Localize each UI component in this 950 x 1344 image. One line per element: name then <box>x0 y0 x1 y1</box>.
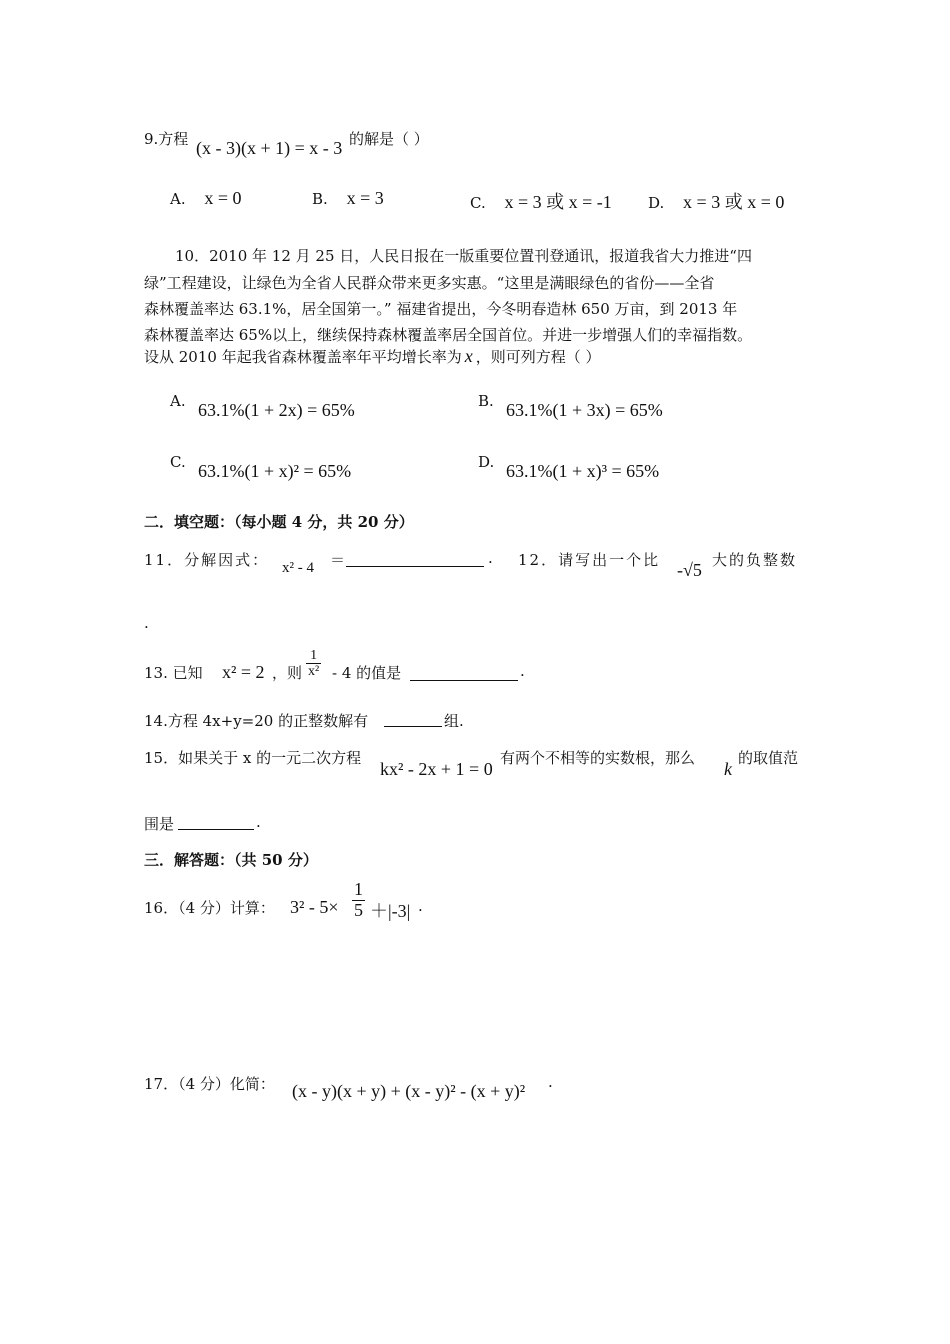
q10-option-b-text: 63.1%(1 + 3x) = 65% <box>506 400 663 420</box>
q10-line5-start: 设从 2010 年起我省森林覆盖率年平均增长率为 <box>144 348 462 366</box>
q10-option-c-label: C. <box>170 453 186 471</box>
q15-variable: k <box>724 759 732 779</box>
q13-mid: ，则 <box>272 664 303 682</box>
q13-condition: x² = 2 <box>222 662 265 682</box>
q11-prefix: 11．分解因式： <box>144 551 270 569</box>
section2-title: 二．填空题：（每小题 4 分，共 20 分） <box>144 513 414 531</box>
q9-option-d-text: x = 3 或 x = 0 <box>683 192 785 212</box>
q9-option-b-text: x = 3 <box>346 188 384 208</box>
q9-option-a-label: A. <box>170 190 186 208</box>
q9-option-a-text: x = 0 <box>204 188 242 208</box>
q15-line2: 围是 <box>144 815 175 833</box>
q9-option-c-text: x = 3 或 x = -1 <box>504 192 612 212</box>
q9-option-a <box>170 188 242 209</box>
q13-prefix: 13. 已知 <box>144 664 203 682</box>
q13-frac-denominator: x² <box>308 664 320 680</box>
q9-equation: (x - 3)(x + 1) = x - 3 <box>196 138 343 158</box>
q9-option-b <box>312 188 384 209</box>
q13-end: . <box>520 662 525 680</box>
q9-option-c-label: C. <box>470 194 486 212</box>
q15-end: . <box>256 813 261 831</box>
q12-expr: -√5 <box>677 560 702 580</box>
q13-answer-blank[interactable] <box>410 680 518 681</box>
q10-option-a-text: 63.1%(1 + 2x) = 65% <box>198 400 355 420</box>
q10-line3: 森林覆盖率达 63.1%，居全国第一。” 福建省提出，今冬明春造林 650 万亩，到 2013 年 <box>144 300 738 318</box>
q9-prefix: 9.方程 <box>144 130 189 148</box>
q13-fraction <box>306 648 321 680</box>
q12-end: . <box>144 614 149 632</box>
q10-option-d-text: 63.1%(1 + x)³ = 65% <box>506 461 660 481</box>
q15-prefix: 15．如果关于 x 的一元二次方程 <box>144 749 362 767</box>
q11-answer-blank[interactable] <box>346 566 484 567</box>
q11-equals: ＝ <box>330 551 346 569</box>
q9-option-d-label: D. <box>648 194 665 212</box>
q16-expr-b: ＋|-3| <box>370 901 411 921</box>
q11-expr: x² - 4 <box>282 560 314 576</box>
q12-suffix: 大的负整数 <box>712 551 798 569</box>
q17-end: . <box>548 1073 553 1091</box>
q9-suffix: 的解是（ ） <box>349 130 429 148</box>
q16-fraction <box>352 880 365 921</box>
q9-option-d <box>648 188 784 214</box>
section3-title: 三．解答题：（共 50 分） <box>144 851 318 869</box>
q16-frac-numerator: 1 <box>354 879 363 899</box>
q10-option-d-label: D. <box>478 453 495 471</box>
q10-variable: x <box>464 346 473 366</box>
q16-frac-denominator: 5 <box>354 899 363 920</box>
q9-option-c <box>470 188 612 214</box>
q14-answer-blank[interactable] <box>384 726 442 727</box>
q10-line5 <box>144 346 601 367</box>
q13-frac-numerator: 1 <box>306 648 321 664</box>
q10-option-b-label: B. <box>478 392 494 410</box>
q13-after: - 4 的值是 <box>332 664 402 682</box>
q17-expr: (x - y)(x + y) + (x - y)² - (x + y)² <box>292 1081 526 1101</box>
q10-option-a-label: A. <box>170 392 186 410</box>
q17-prefix: 17．（4 分）化简： <box>144 1075 275 1093</box>
q10-option-c-text: 63.1%(1 + x)² = 65% <box>198 461 352 481</box>
q16-end: . <box>418 897 423 915</box>
q14-end: 组. <box>444 712 464 730</box>
q10-line5-end: ，则可列方程（ ） <box>475 348 601 366</box>
q9-stem <box>144 128 188 149</box>
q10-line1: 10．2010 年 12 月 25 日，人民日报在一版重要位置刊登通讯，报道我省大力推进“四 <box>175 247 752 265</box>
q15-mid: 有两个不相等的实数根，那么 <box>500 749 696 767</box>
q15-line1-end: 的取值范 <box>738 749 799 767</box>
q16-prefix: 16．（4 分）计算： <box>144 899 275 917</box>
q15-expr: kx² - 2x + 1 = 0 <box>380 759 493 779</box>
q12-prefix: 12．请写出一个比 <box>518 551 661 569</box>
q16-expr-a: 3² - 5× <box>290 897 339 917</box>
q14-text: 14.方程 4x+y=20 的正整数解有 <box>144 712 369 730</box>
q10-line2: 绿”工程建设，让绿色为全省人民群众带来更多实惠。“这里是满眼绿色的省份——全省 <box>144 274 715 292</box>
q9-option-b-label: B. <box>312 190 328 208</box>
q11-end: . <box>488 549 493 567</box>
q10-line4: 森林覆盖率达 65%以上，继续保持森林覆盖率居全国首位。并进一步增强人们的幸福指数。 <box>144 326 753 344</box>
q15-answer-blank[interactable] <box>178 829 254 830</box>
